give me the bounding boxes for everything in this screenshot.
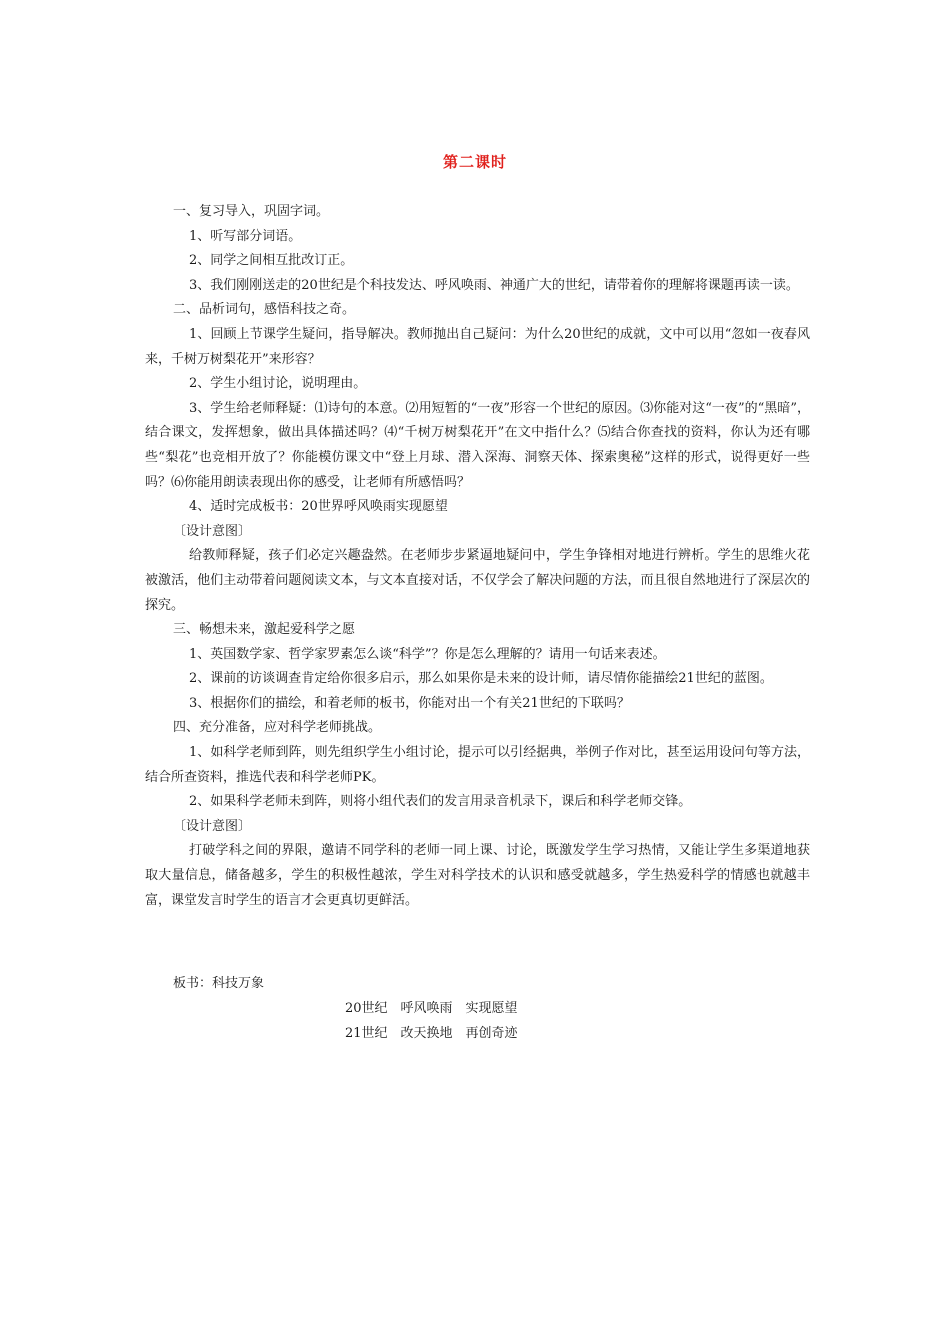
paragraph: 1、回顾上节课学生疑问，指导解决。教师抛出自己疑问：为什么20世纪的成就，文中可以用“忽如一夜春风来，千树万树梨花开”来形容？ — [145, 326, 810, 367]
blackboard-summary — [145, 971, 810, 1046]
paragraph: 1、听写部分词语。 — [189, 228, 302, 244]
heading-analysis: 二、品析词句，感悟科技之奇。 — [173, 302, 356, 318]
paragraph: 1、英国数学家、哲学家罗素怎么谈“科学”？你是怎么理解的？请用一句话来表述。 — [189, 646, 666, 662]
heading-future: 三、畅想未来，激起爱科学之愿 — [173, 622, 356, 638]
board-row: 21世纪 改天换地 再创奇迹 — [345, 1026, 518, 1041]
board-heading: 板书：科技万象 — [173, 976, 265, 991]
paragraph: 2、学生小组讨论，说明理由。 — [189, 376, 367, 392]
paragraph: 4、适时完成板书：20世界呼风唤雨实现愿望 — [189, 499, 448, 515]
paragraph: 1、如科学老师到阵，则先组织学生小组讨论，提示可以引经据典，举例子作对比，甚至运用设问句等方法，结合所查资料，推选代表和科学老师PK。 — [145, 745, 810, 785]
paragraph: 3、根据你们的描绘，和着老师的板书，你能对出一个有关21世纪的下联吗？ — [189, 695, 630, 711]
paragraph: 2、课前的访谈调查肯定给你很多启示，那么如果你是未来的设计师，请尽情你能描绘21世纪的蓝图。 — [189, 671, 773, 687]
lesson-body — [145, 200, 810, 913]
heading-challenge: 四、充分准备，应对科学老师挑战。 — [173, 720, 382, 736]
board-row: 20世纪 呼风唤雨 实现愿望 — [345, 1001, 518, 1016]
heading-review: 一、复习导入，巩固字词。 — [173, 204, 330, 219]
paragraph: 3、学生给老师释疑：⑴诗句的本意。⑵用短暂的“一夜”形容一个世纪的原因。⑶你能对这“一夜”的“黑暗”，结合课文，发挥想象，做出具体描述吗？⑷“千树万树梨花开”在文中指什么？⑸结合你查找的资料，你认为还有哪些“梨花”也竞相开放了？你能模仿课文中“登上月球、潜入深海、洞察天体、探索奥秘”这样的形式，说得更好一些吗？⑹你能用朗读表现出你的感受，让老师有所感悟吗？ — [145, 400, 810, 490]
lesson-title: 第二课时 — [442, 153, 507, 171]
paragraph: 打破学科之间的界限，邀请不同学科的老师一同上课、讨论，既激发学生学习热情，又能让学生多渠道地获取大量信息，储备越多，学生的积极性越浓，学生对科学技术的认识和感受就越多，学生热爱科学的情感也就越丰富，课堂发言时学生的语言才会更真切更鲜活。 — [145, 843, 810, 908]
paragraph: 给教师释疑，孩子们必定兴趣盎然。在老师步步紧逼地疑问中，学生争锋相对地进行辨析。学生的思维火花被激活，他们主动带着问题阅读文本，与文本直接对话，不仅学会了解决问题的方法，而且很自然地进行了深层次的探究。 — [145, 548, 810, 613]
design-intent-label: 〔设计意图〕 — [173, 523, 252, 539]
paragraph: 3、我们刚刚送走的20世纪是个科技发达、呼风唤雨、神通广大的世纪，请带着你的理解将课题再读一读。 — [189, 277, 799, 293]
paragraph: 2、同学之间相互批改订正。 — [189, 253, 354, 269]
paragraph: 2、如果科学老师未到阵，则将小组代表们的发言用录音机录下，课后和科学老师交锋。 — [189, 794, 692, 810]
design-intent-label: 〔设计意图〕 — [173, 818, 252, 834]
